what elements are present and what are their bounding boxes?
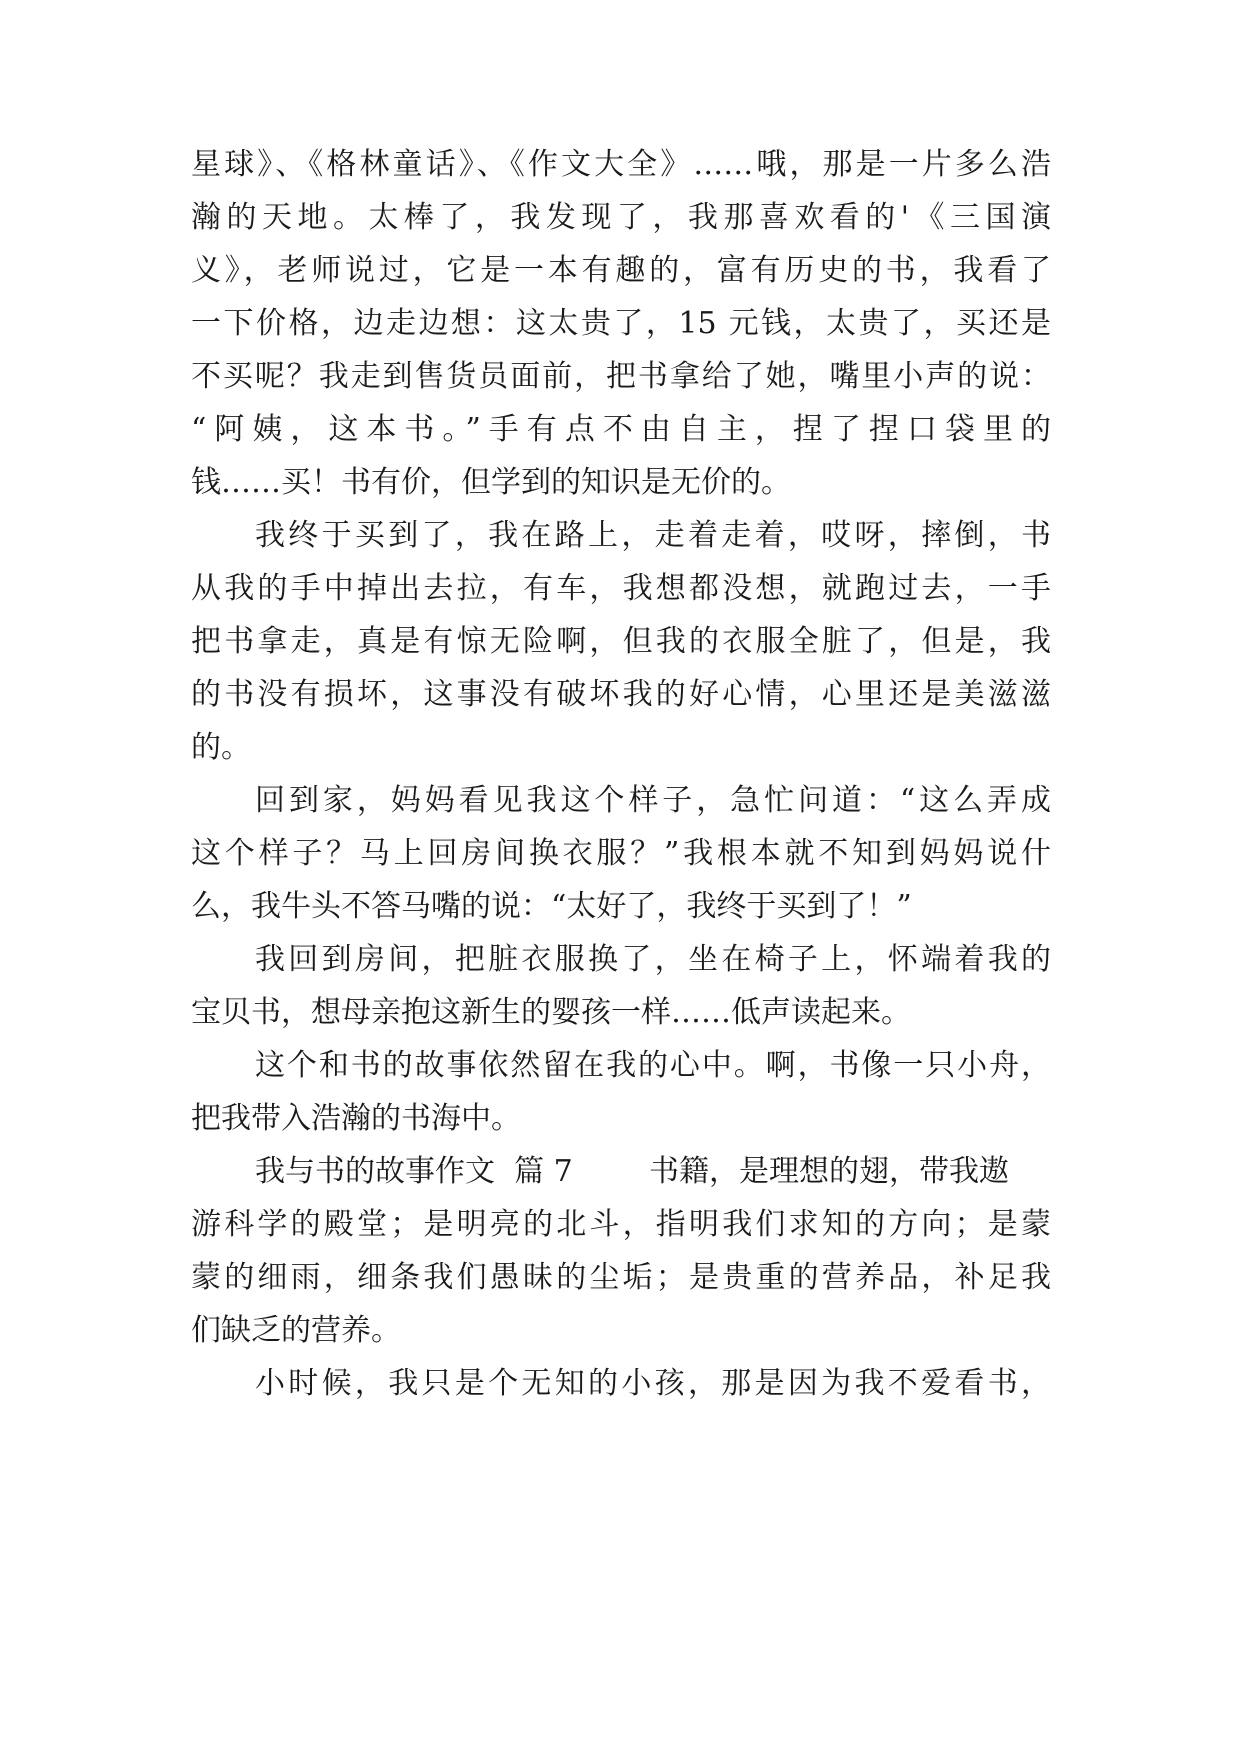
paragraph-first-line: 我终于买到了，我在路上，走着走着，哎呀，摔倒，书 [255,518,1051,553]
paragraph-first-line: 我回到房间，把脏衣服换了，坐在椅子上，怀端着我的 [255,942,1051,977]
text-line: 们缺乏的营养。 [191,1313,401,1348]
text-line: 这个样子？马上回房间换衣服？”我根本就不知到妈妈说什 [191,836,1051,871]
paragraph-first-line: 回到家，妈妈看见我这个样子，急忙问道：“这么弄成 [255,783,1051,818]
text-line: 义》，老师说过，它是一本有趣的，富有历史的书，我看了 [191,253,1051,288]
text-line: 从我的手中掉出去拉，有车，我想都没想，就跑过去，一手 [191,571,1051,606]
text-line: 么，我牛头不答马嘴的说：“太好了，我终于买到了！” [191,889,912,924]
text-line: 蒙的细雨，细条我们愚昧的尘垢；是贵重的营养品，补足我 [191,1260,1051,1295]
text-line: 的书没有损坏，这事没有破坏我的好心情，心里还是美滋滋 [191,677,1051,712]
text-line: 不买呢？我走到售货员面前，把书拿给了她，嘴里小声的说： [191,359,1051,394]
paragraph-first-line: 小时候，我只是个无知的小孩，那是因为我不爱看书， [255,1366,1051,1401]
text-line: “阿姨，这本书。”手有点不由自主，捏了捏口袋里的 [191,412,1051,447]
text-line: 把我带入浩瀚的书海中。 [191,1101,521,1136]
paragraph-first-line: 这个和书的故事依然留在我的心中。啊，书像一只小舟， [255,1048,1051,1083]
text-line: 把书拿走，真是有惊无险啊，但我的衣服全脏了，但是，我 [191,624,1051,659]
text-line: 宝贝书，想母亲抱这新生的婴孩一样……低声读起来。 [191,995,911,1030]
text-line: 一下价格，边走边想：这太贵了，15 元钱，太贵了，买还是 [191,306,1051,341]
text-line: 钱……买！书有价，但学到的知识是无价的。 [191,465,791,500]
text-line: 游科学的殿堂；是明亮的北斗，指明我们求知的方向；是蒙 [191,1207,1051,1242]
section-heading-line: 我与书的故事作文 篇 7 书籍，是理想的翅，带我遨 [255,1154,1009,1189]
text-line: 星球》、《格林童话》、《作文大全》……哦，那是一片多么浩 [191,147,1051,182]
text-line: 的。 [191,730,251,765]
text-line: 瀚的天地。太棒了，我发现了，我那喜欢看的'《三国演 [191,200,1051,235]
